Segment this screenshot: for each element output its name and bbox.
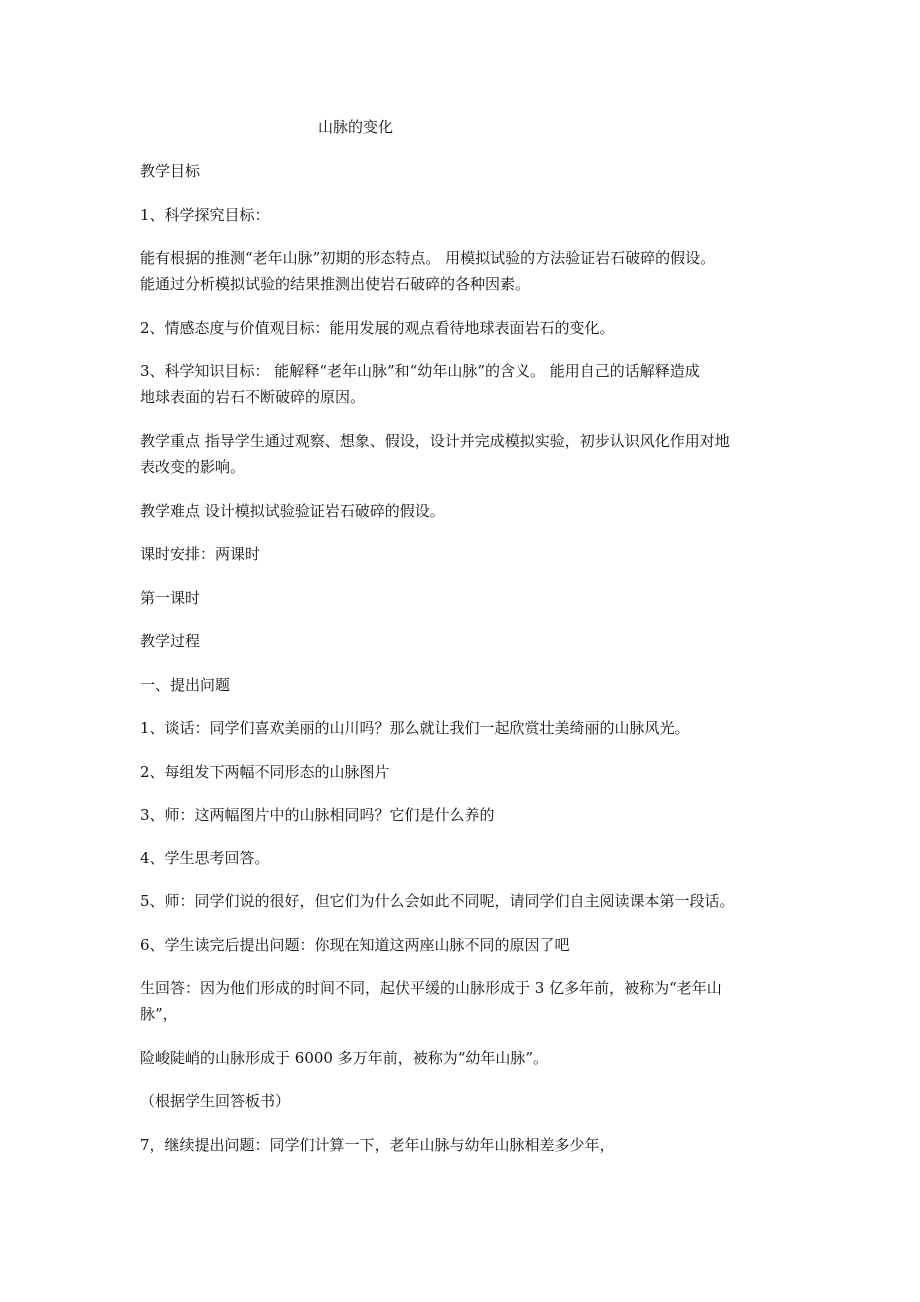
paragraph-line: 教学重点 指导学生通过观察、想象、假设，设计并完成模拟实验，初步认识风化作用对地 bbox=[140, 432, 730, 450]
paragraph-line: 表改变的影响。 bbox=[140, 458, 246, 476]
section-heading: 教学目标 bbox=[140, 162, 201, 180]
paragraph-line: 脉”， bbox=[140, 1005, 178, 1023]
list-item: 2、每组发下两幅不同形态的山脉图片 bbox=[140, 763, 390, 781]
section-heading: 教学过程 bbox=[140, 632, 201, 650]
list-item: 7，继续提出问题：同学们计算一下，老年山脉与幼年山脉相差多少年， bbox=[140, 1136, 615, 1154]
paragraph-line: 2、情感态度与价值观目标：能用发展的观点看待地球表面岩石的变化。 bbox=[140, 319, 615, 337]
subsection-heading: 一、提出问题 bbox=[140, 676, 231, 694]
paragraph-line: （根据学生回答板书） bbox=[140, 1092, 291, 1110]
section-heading: 第一课时 bbox=[140, 589, 201, 607]
paragraph-line: 地球表面的岩石不断破碎的原因。 bbox=[140, 388, 366, 406]
paragraph-line: 险峻陡峭的山脉形成于 6000 多万年前，被称为“幼年山脉”。 bbox=[140, 1049, 549, 1067]
paragraph-line: 生回答：因为他们形成的时间不同，起伏平缓的山脉形成于 3 亿多年前，被称为“老年山 bbox=[140, 979, 722, 997]
paragraph-line: 1、科学探究目标： bbox=[140, 206, 270, 224]
paragraph-line: 能通过分析模拟试验的结果推测出使岩石破碎的各种因素。 bbox=[140, 275, 531, 293]
paragraph-line: 教学难点 设计模拟试验验证岩石破碎的假设。 bbox=[140, 502, 445, 520]
list-item: 5、师：同学们说的很好，但它们为什么会如此不同呢，请同学们自主阅读课本第一段话。 bbox=[140, 892, 735, 910]
list-item: 4、学生思考回答。 bbox=[140, 849, 270, 867]
list-item: 3、师：这两幅图片中的山脉相同吗？它们是什么养的 bbox=[140, 806, 495, 824]
paragraph-line: 课时安排：两课时 bbox=[140, 545, 261, 563]
paragraph-line: 3、科学知识目标： 能解释“老年山脉”和“幼年山脉”的含义。 能用自己的话解释造成 bbox=[140, 362, 700, 380]
paragraph-line: 能有根据的推测“老年山脉”初期的形态特点。 用模拟试验的方法验证岩石破碎的假设。 bbox=[140, 249, 716, 267]
document-title: 山脉的变化 bbox=[318, 118, 394, 136]
list-item: 6、学生读完后提出问题：你现在知道这两座山脉不同的原因了吧 bbox=[140, 936, 570, 954]
list-item: 1、谈话：同学们喜欢美丽的山川吗？那么就让我们一起欣赏壮美绮丽的山脉风光。 bbox=[140, 719, 690, 737]
